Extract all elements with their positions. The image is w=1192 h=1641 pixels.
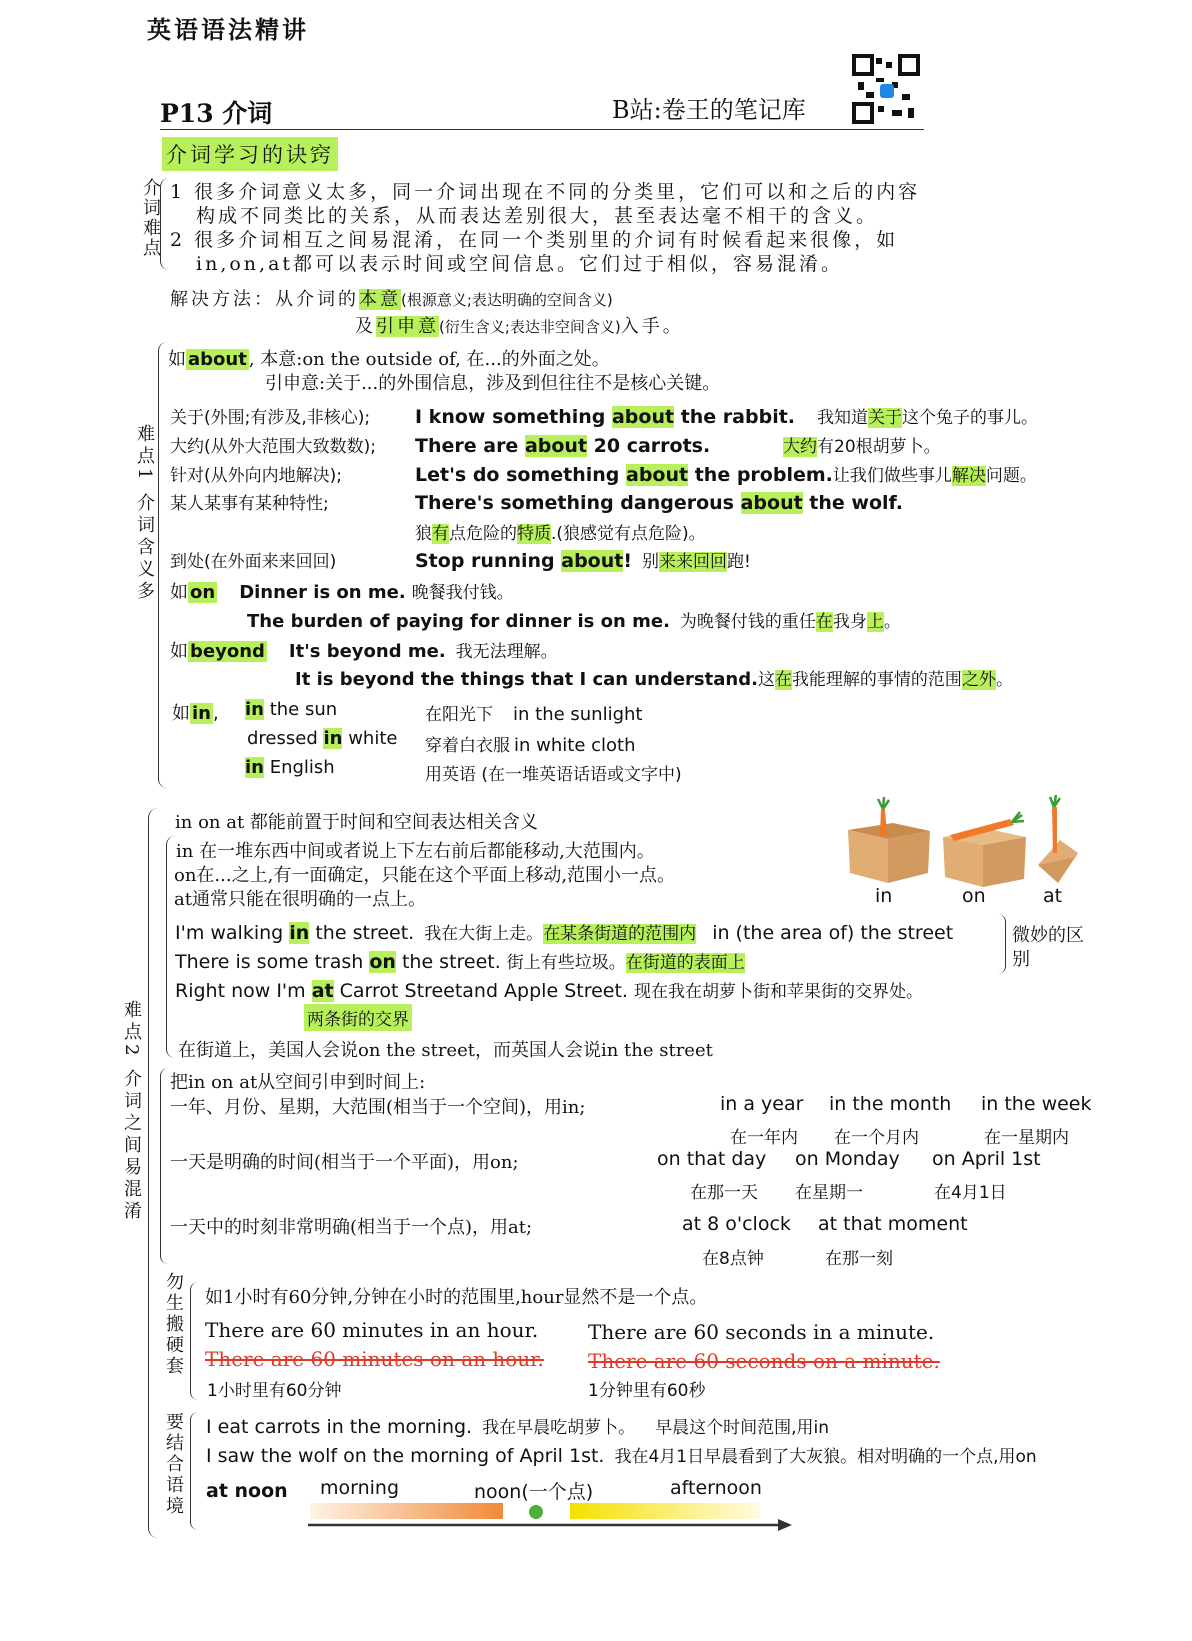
- street-example-in: I'm walking in the street. 我在大街上走。在某条街道的范围内 in (the area of) the street: [175, 922, 954, 944]
- rigid-translation-2: 1分钟里有60秒: [588, 1381, 706, 1401]
- rigid-correct-2: There are 60 seconds in a minute.: [588, 1320, 935, 1344]
- doc-title: 英语语法精讲: [147, 15, 309, 44]
- sec2-intro: in on at 都能前置于时间和空间表达相关含义: [175, 812, 538, 833]
- around-row: [170, 547, 751, 572]
- about-row-2: [170, 432, 710, 457]
- beyond-example: It is beyond the things that I can understand.这在我能理解的事情的范围之外。: [295, 669, 1013, 690]
- around-tr: 别来来回回跑!: [642, 552, 751, 572]
- about-derived: 引申意:关于...的外围信息，涉及到但往往不是核心关键。: [265, 373, 721, 394]
- about-core-line: [168, 345, 610, 371]
- difficulty-point-1b: 构成不同类比的关系，从而表达差别很大，甚至表达毫不相干的含义。: [196, 205, 879, 227]
- timeline-diagram: [300, 1500, 800, 1534]
- solution-core-note: (根源意义;表达明确的空间含义): [401, 291, 613, 309]
- context-example-1: I eat carrots in the morning. 我在早晨吃胡萝卜。 早晨这个时间范围,用in: [206, 1416, 829, 1438]
- about-row-1: [170, 403, 1038, 428]
- in-row-2: dressed in white: [247, 728, 398, 749]
- about-row-en: I know something about the rabbit.: [415, 406, 796, 428]
- solution-core: 本意: [359, 289, 401, 310]
- context-example-2: I saw the wolf on the morning of April 1st. 我在4月1日早晨看到了大灰狼。相对明确的一个点,用on: [206, 1445, 1037, 1467]
- solution-derived-note: (衍生含义;表达非空间含义): [439, 318, 621, 336]
- about-prefix: 如: [168, 349, 186, 370]
- morning-bar: [310, 1503, 503, 1519]
- beyond-line: 如 beyond It's beyond me. 我无法理解。: [170, 641, 558, 662]
- rigid-intro: 如1小时有60分钟,分钟在小时的范围里,hour显然不是一个点。: [205, 1287, 708, 1308]
- page-title: P13 介词: [160, 99, 273, 128]
- rigid-label: 勿生搬硬套: [163, 1272, 184, 1377]
- us-uk-note: 在街道上，美国人会说on the street，而英国人会说in the street: [178, 1040, 713, 1061]
- solution-pre: 解决方法：从介词的: [170, 289, 359, 310]
- wolf-translation: 狼有点危险的特质.(狼感觉有点危险)。: [415, 524, 706, 544]
- rigid-wrong-2: There are 60 seconds on a minute.: [588, 1349, 940, 1373]
- about-row-en: Let's do something about the problem.: [415, 464, 833, 486]
- solution-and: 及: [355, 316, 376, 337]
- time-in-rule: 一年、月份、星期，大范围(相当于一个空间)，用in;: [170, 1097, 586, 1118]
- street-junction-note: 两条街的交界: [304, 1004, 412, 1031]
- about-row-cn: 关于(外围;有涉及,非核心);: [170, 408, 371, 428]
- timeline-arrow-icon: [778, 1519, 792, 1531]
- at-noon-label: at noon: [206, 1480, 288, 1502]
- street-example-at: Right now I'm at Carrot Streetand Apple Street. 现在我在胡萝卜街和苹果街的交界处。: [175, 980, 923, 1002]
- about-row-tr: 我知道关于这个兔子的事儿。: [817, 408, 1039, 428]
- time-intro: 把in on at从空间引申到时间上:: [170, 1072, 426, 1093]
- time-in-tr-1: 在一年内: [730, 1128, 798, 1148]
- solution-derived: 引申意: [376, 316, 439, 337]
- about-row-4: [170, 489, 903, 514]
- in-description: in 在一堆东西中间或者说上下左右前后都能移动,大范围内。: [176, 841, 655, 862]
- time-on-tr-3: 在4月1日: [934, 1183, 1007, 1203]
- time-brace: [160, 1068, 168, 1264]
- time-at-tr-1: 在8点钟: [702, 1249, 764, 1269]
- time-at-ex-2: at that moment: [818, 1213, 968, 1235]
- time-at-tr-2: 在那一刻: [825, 1249, 893, 1269]
- time-in-ex-3: in the week: [981, 1093, 1092, 1115]
- street-example-on: There is some trash on the street. 街上有些垃圾。在街道的表面上: [175, 951, 745, 973]
- section1-label: 难点1 介词含义多: [134, 424, 155, 604]
- time-on-ex-3: on April 1st: [932, 1148, 1041, 1170]
- difficulty-brace: [160, 178, 169, 270]
- box-label-on: on: [962, 885, 986, 907]
- difficulty-point-2b: in,on,at都可以表示时间或空间信息。它们过于相似，容易混淆。: [196, 253, 844, 275]
- on-description: on在...之上,有一面确定，只能在这个平面上移动,范围小一点。: [174, 865, 676, 886]
- difficulty-point-1a: 1 很多介词意义太多，同一介词出现在不同的分类里，它们可以和之后的内容: [170, 181, 921, 203]
- on-example: The burden of paying for dinner is on me. 为晚餐付钱的重任在我身上。: [247, 611, 901, 632]
- rigid-brace: [190, 1282, 198, 1400]
- subtle-brace: [998, 914, 1006, 974]
- around-en: Stop running about!: [415, 550, 633, 572]
- solution-end: 入手。: [620, 316, 684, 337]
- timeline-morning: morning: [320, 1477, 400, 1499]
- context-brace: [190, 1412, 198, 1530]
- time-on-tr-2: 在星期一: [795, 1183, 863, 1203]
- channel-name: B站:卷王的笔记库: [612, 96, 806, 124]
- around-cn: 到处(在外面来来回回): [170, 552, 337, 572]
- noon-dot-icon: [529, 1505, 543, 1519]
- section2-brace: [148, 808, 158, 1538]
- difficulty-label: 介词难点: [140, 178, 161, 258]
- timeline-noon: noon(一个点): [474, 1481, 594, 1503]
- at-description: at通常只能在很明确的一点上。: [174, 889, 426, 910]
- about-row-en: There are about 20 carrots.: [415, 435, 711, 457]
- about-row-cn: 某人某事有某种特性;: [170, 494, 329, 514]
- time-at-ex-1: at 8 o'clock: [682, 1213, 791, 1235]
- solution-line-2: [355, 312, 684, 338]
- in-row-2-tr: 穿着白衣服 in white cloth: [425, 735, 636, 756]
- box-label-in: in: [875, 885, 893, 907]
- in-row-3-tr: 用英语 (在一堆英语话语或文字中): [425, 765, 682, 785]
- time-on-rule: 一天是明确的时间(相当于一个平面)，用on;: [170, 1152, 519, 1173]
- about-keyword: about: [188, 349, 247, 370]
- timeline-afternoon: afternoon: [670, 1477, 762, 1499]
- on-line: 如 on Dinner is on me. 晚餐我付钱。: [170, 582, 514, 603]
- tips-title: 介词学习的诀窍: [162, 137, 338, 171]
- time-in-tr-3: 在一星期内: [984, 1128, 1069, 1148]
- header-divider: [160, 129, 924, 130]
- context-label: 要结合语境: [163, 1412, 184, 1517]
- section2-label: 难点2 介词之间易混淆: [121, 1000, 142, 1224]
- rigid-translation-1: 1小时里有60分钟: [207, 1381, 342, 1401]
- in-row-1: in the sun: [245, 699, 338, 720]
- subtle-difference: 微妙的区别: [1012, 925, 1084, 970]
- about-row-3: [170, 461, 1037, 486]
- time-in-ex-2: in the month: [829, 1093, 952, 1115]
- about-row-2-tr: 大约有20根胡萝卜。: [783, 437, 941, 457]
- box-in-icon: [848, 797, 930, 883]
- about-row-tr: 让我们做些事儿解决问题。: [832, 466, 1037, 486]
- about-core: , 本意:on the outside of, 在...的外面之处。: [248, 349, 610, 370]
- time-in-tr-2: 在一个月内: [834, 1128, 919, 1148]
- section1-brace: [158, 342, 167, 788]
- in-row-1-tr: 在阳光下 in the sunlight: [425, 704, 643, 725]
- about-row-en: There's something dangerous about the wolf.: [415, 492, 903, 514]
- time-on-ex-1: on that day: [657, 1148, 767, 1170]
- afternoon-bar: [570, 1503, 760, 1519]
- difficulty-point-2a: 2 很多介词相互之间易混淆，在同一个类别里的介词有时候看起来很像，如: [170, 229, 899, 251]
- rigid-wrong-1: There are 60 minutes on an hour.: [205, 1347, 544, 1371]
- rigid-correct-1: There are 60 minutes in an hour.: [205, 1318, 539, 1342]
- qr-code-icon: [852, 54, 920, 124]
- solution-line-1: [170, 285, 613, 311]
- time-at-rule: 一天中的时刻非常明确(相当于一个点)，用at;: [170, 1217, 533, 1238]
- box-on-icon: [943, 812, 1026, 887]
- time-on-tr-1: 在那一天: [690, 1183, 758, 1203]
- in-prefix-line: 如 in ,: [172, 703, 219, 724]
- time-on-ex-2: on Monday: [795, 1148, 900, 1170]
- box-at-icon: [1038, 795, 1078, 883]
- box-label-at: at: [1043, 885, 1063, 907]
- about-row-cn: 针对(从外向内地解决);: [170, 466, 342, 486]
- time-in-ex-1: in a year: [720, 1093, 804, 1115]
- about-row-cn: 大约(从外大范围大致数数);: [170, 437, 376, 457]
- in-row-3: in English: [245, 757, 335, 778]
